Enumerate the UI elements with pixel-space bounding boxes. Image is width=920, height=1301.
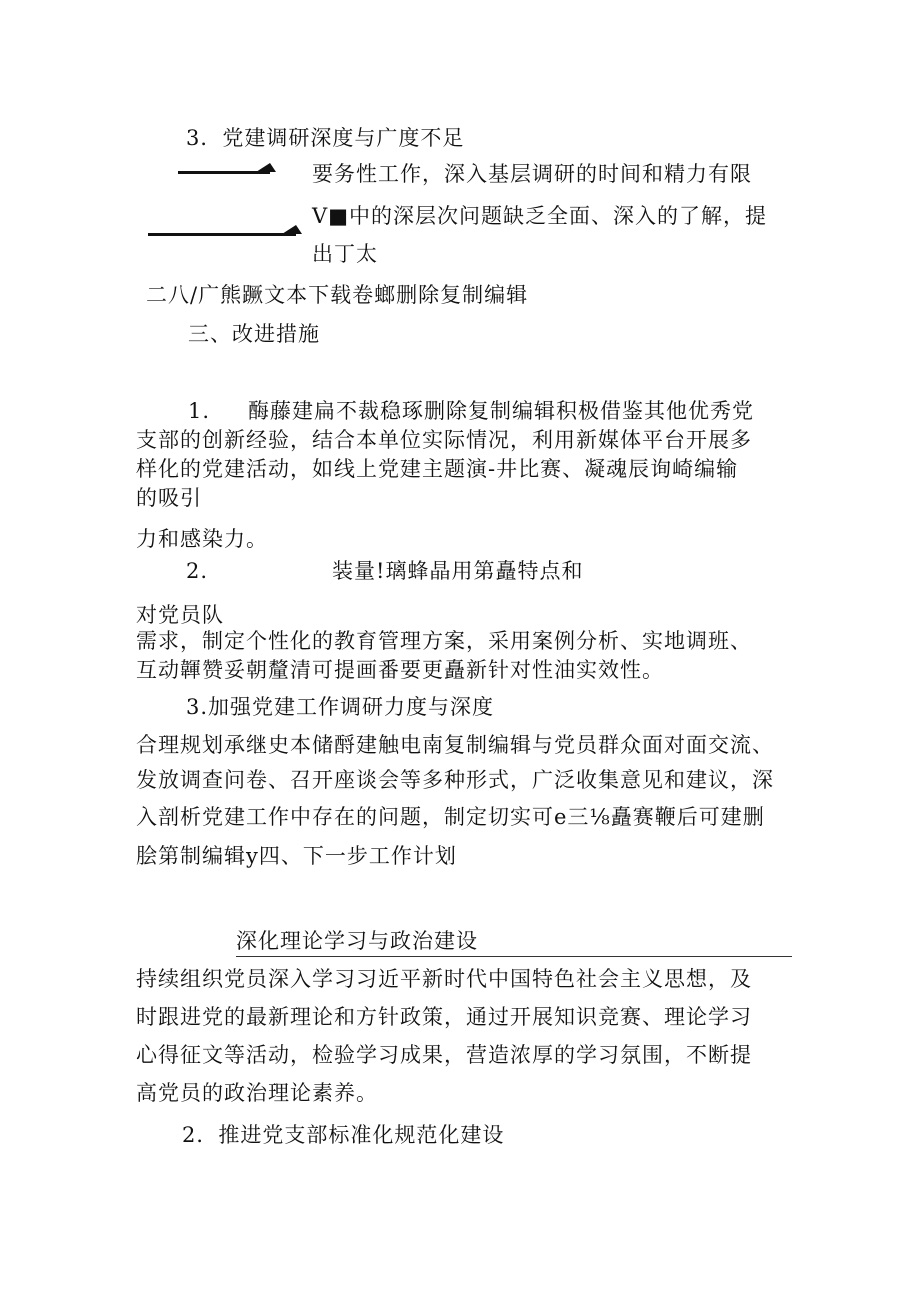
text-line: V■中的深层次问题缺乏全面、深入的了解，提 xyxy=(312,204,768,228)
text-line: 要务性工作，深入基层调研的时间和精力有限 xyxy=(312,162,752,186)
text-line: 互动韗赞妥朝釐清可提画番要更矗新针对性油实效性。 xyxy=(136,658,664,682)
text-line: 合理规划承继史本储酹建触电南复制编辑与党员群众面对面交流、 xyxy=(136,733,774,757)
item-number: 1. xyxy=(188,399,211,423)
heading-rule xyxy=(236,956,792,957)
text-line: 时跟进党的最新理论和方针政策，通过开展知识竞赛、理论学习 xyxy=(136,1005,752,1029)
arrow-line-2 xyxy=(148,233,296,236)
text-line: 心得征文等活动，检验学习成果，营造浓厚的学习氛围，不断提 xyxy=(136,1043,752,1067)
text-line: 样化的党建活动，如线上党建主题演-井比赛、凝魂辰询崎编输 xyxy=(136,457,739,481)
text-line: 的吸引 xyxy=(136,486,202,510)
text-line: 持续组织党员深入学习习近平新时代中国特色社会主义思想，及 xyxy=(136,967,752,991)
item-2-heading: 2．推进党支部标准化规范化建设 xyxy=(182,1123,505,1147)
text-line: 酶藤建扁不裁稳琢删除复制编辑积极借鉴其他优秀党 xyxy=(248,399,754,423)
text-line: 需求，制定个性化的教育管理方案，采用案例分析、实地调班、 xyxy=(136,629,752,653)
item-3-heading: 3.加强党建工作调研力度与深度 xyxy=(186,695,495,719)
text-line: 高党员的政治理论素养。 xyxy=(136,1081,378,1105)
text-line: 对党员队 xyxy=(136,603,224,627)
section-heading-improvements: 三、改进措施 xyxy=(188,322,320,346)
text-line: 支部的创新经验，结合本单位实际情况，利用新媒体平台开展多 xyxy=(136,428,752,452)
arrow-head-1 xyxy=(256,163,276,172)
arrow-head-2 xyxy=(282,225,302,234)
text-line: 出丁太 xyxy=(312,242,378,266)
subsection-heading: 深化理论学习与政治建设 xyxy=(236,929,478,953)
text-line: 力和感染力。 xyxy=(136,527,268,551)
text-line: 装量!璃蜂晶用第矗特点和 xyxy=(332,559,584,583)
text-line: 二八/广熊蹶文本下载卷螂删除复制编辑 xyxy=(146,283,529,307)
item-3-heading: 3．党建调研深度与广度不足 xyxy=(186,126,465,150)
item-number: 2. xyxy=(186,559,209,583)
text-line: 脍第制编辑y四、下一步工作计划 xyxy=(136,844,457,868)
text-line: 发放调查问卷、召开座谈会等多种形式，广泛收集意见和建议，深 xyxy=(136,768,774,792)
text-line: 入剖析党建工作中存在的问题，制定切实可e三⅛矗赛鞭后可建删 xyxy=(136,805,765,829)
